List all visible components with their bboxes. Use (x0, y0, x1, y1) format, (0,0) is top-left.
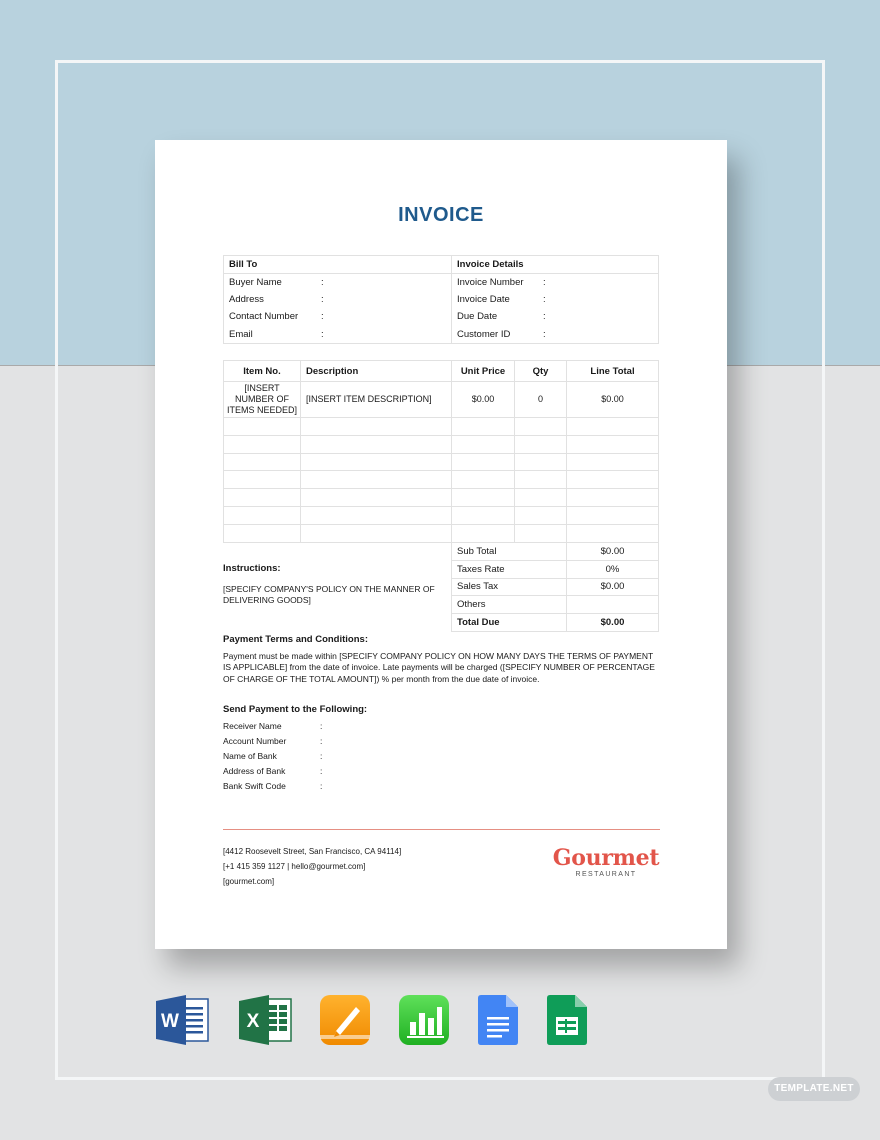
table-row (224, 506, 659, 524)
word-icon[interactable] (156, 995, 210, 1045)
sales-tax-label: Sales Tax (452, 578, 567, 596)
taxes-rate-label: Taxes Rate (452, 560, 567, 578)
col-qty: Qty (515, 361, 567, 382)
table-row (224, 418, 659, 436)
send-payment-list (223, 718, 423, 793)
address-of-bank-label: Address of Bank (223, 765, 286, 776)
table-row (224, 471, 659, 489)
name-of-bank-label: Name of Bank (223, 750, 277, 761)
col-item-no: Item No. (224, 361, 301, 382)
invoice-number-label: Invoice Number (457, 276, 524, 288)
invoice-details-heading: Invoice Details (452, 256, 659, 274)
invoice-sheet (155, 140, 727, 949)
buyer-name-label: Buyer Name (229, 276, 282, 288)
totals-table (451, 542, 659, 632)
col-description: Description (301, 361, 452, 382)
list-item: Name of Bank : (223, 750, 323, 761)
word-letter: W (161, 1011, 179, 1032)
subtotal-label: Sub Total (452, 543, 567, 561)
due-date-label: Due Date (457, 311, 498, 323)
col-line-total: Line Total (567, 361, 659, 382)
others-label: Others (452, 596, 567, 614)
table-row (224, 382, 659, 418)
qty-cell: 0 (515, 382, 567, 418)
unit-price-cell: $0.00 (452, 382, 515, 418)
bill-to-heading: Bill To (224, 256, 452, 274)
address-label: Address (229, 293, 264, 305)
google-docs-icon[interactable] (478, 995, 518, 1045)
footer-address: [4412 Roosevelt Street, San Francisco, CA 94114] (223, 847, 402, 856)
others-value (567, 596, 659, 614)
send-payment-heading: Send Payment to the Following: (223, 704, 368, 715)
description-cell: [INSERT ITEM DESCRIPTION] (301, 382, 452, 418)
total-due-label: Total Due (452, 614, 567, 632)
item-no-cell: [INSERT NUMBER OF ITEMS NEEDED] (224, 382, 301, 418)
payment-terms-heading: Payment Terms and Conditions: (223, 634, 368, 645)
table-row (224, 489, 659, 507)
payment-terms-text: Payment must be made within [SPECIFY COMPANY POLICY ON HOW MANY DAYS THE TERMS OF PAYMENT IS APPLICABLE] from the date of invoice. Late payments will be charged ([SPECIFY NUMBER OF PERCENTAGE OF CHARGE OF THE TOTAL AMOUNT]) % per month from the due date of invoice. (223, 651, 655, 684)
list-item: Receiver Name : (223, 720, 323, 731)
numbers-icon[interactable] (399, 995, 449, 1045)
table-row (224, 453, 659, 471)
footer-phone-email: [+1 415 359 1127 | hello@gourmet.com] (223, 862, 366, 871)
table-row (224, 524, 659, 542)
items-table (223, 360, 659, 543)
template-net-badge[interactable]: TEMPLATE.NET (768, 1077, 860, 1101)
instructions-text: [SPECIFY COMPANY'S POLICY ON THE MANNER OF DELIVERING GOODS] (223, 584, 435, 606)
total-due-value: $0.00 (567, 614, 659, 632)
footer-divider (223, 829, 660, 830)
logo-brand: Gourmet (552, 845, 660, 871)
email-label: Email (229, 328, 253, 340)
list-item: Account Number : (223, 735, 323, 746)
instructions-heading: Instructions: (223, 563, 281, 574)
table-row (224, 435, 659, 453)
excel-letter: X (246, 1011, 260, 1032)
bank-swift-code-label: Bank Swift Code (223, 780, 286, 791)
excel-icon[interactable] (239, 995, 293, 1045)
footer-website: [gourmet.com] (223, 877, 275, 886)
list-item: Bank Swift Code : (223, 780, 323, 791)
contact-number-label: Contact Number (229, 311, 299, 323)
pages-icon[interactable] (320, 995, 370, 1045)
bill-to-table: Bill To Invoice Details Buyer Name : Invoice Number : Address : Invoice Date : Contact Number : Due Date : Email : Customer ID : (223, 255, 659, 344)
customer-id-label: Customer ID (457, 328, 511, 340)
footer-contact (223, 844, 401, 889)
invoice-date-label: Invoice Date (457, 293, 510, 305)
col-unit-price: Unit Price (452, 361, 515, 382)
subtotal-value: $0.00 (567, 543, 659, 561)
google-sheets-icon[interactable] (547, 995, 587, 1045)
gourmet-logo (552, 846, 660, 878)
list-item: Address of Bank : (223, 765, 323, 776)
account-number-label: Account Number (223, 735, 287, 746)
page-title: INVOICE (398, 204, 484, 226)
taxes-rate-value: 0% (567, 560, 659, 578)
logo-subtitle: RESTAURANT (575, 871, 637, 878)
sales-tax-value: $0.00 (567, 578, 659, 596)
receiver-name-label: Receiver Name (223, 720, 282, 731)
line-total-cell: $0.00 (567, 382, 659, 418)
